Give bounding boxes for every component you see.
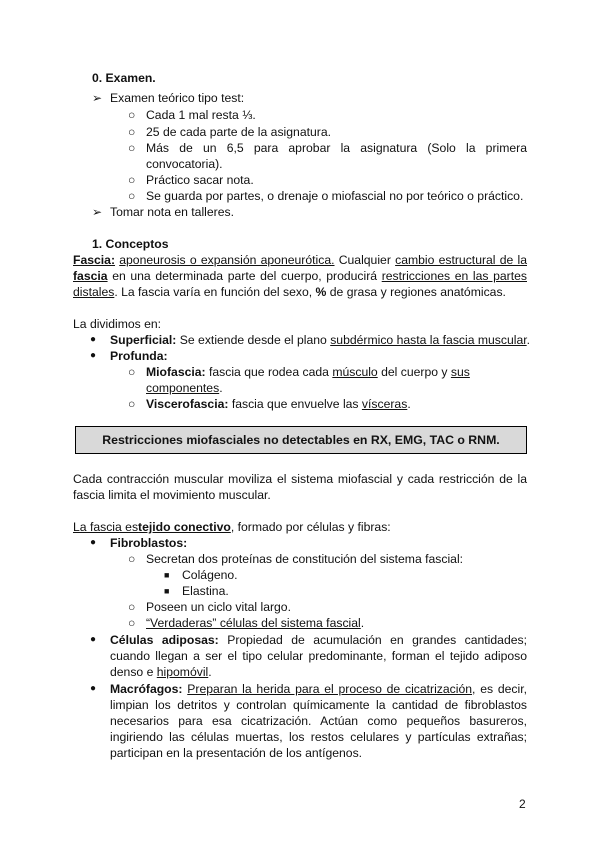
circle-bullet-icon: ○ bbox=[128, 141, 136, 155]
miofascia-item-continued: componentes. bbox=[146, 381, 223, 395]
disc-bullet-icon: ● bbox=[90, 634, 97, 645]
circle-bullet-icon: ○ bbox=[128, 616, 136, 630]
square-bullet-icon: ■ bbox=[164, 586, 170, 596]
viscerofascia-item: Viscerofascia: fascia que envuelve las vísceras. bbox=[146, 397, 411, 411]
exam-subitem: Se guarda por partes, o drenaje o miofascial no por teórico o práctico. bbox=[146, 189, 524, 203]
exam-subitem-continued: convocatoria). bbox=[146, 157, 223, 171]
contraction-paragraph-line: fascia limita el movimiento muscular. bbox=[73, 488, 271, 502]
circle-bullet-icon: ○ bbox=[128, 600, 136, 614]
disc-bullet-icon: ● bbox=[90, 334, 97, 345]
circle-bullet-icon: ○ bbox=[128, 552, 136, 566]
circle-bullet-icon: ○ bbox=[128, 365, 136, 379]
arrow-bullet-icon: ➢ bbox=[92, 205, 103, 219]
macrofagos-item-continued: limpian los detritos y controlan químicamente la cantidad de fibroblastos bbox=[110, 698, 527, 712]
adiposas-item-continued: denso e hipomóvil. bbox=[110, 665, 212, 679]
fibroblastos-subitem: Poseen un ciclo vital largo. bbox=[146, 600, 291, 614]
profunda-item: Profunda: bbox=[110, 349, 168, 363]
exam-item: Tomar nota en talleres. bbox=[110, 205, 234, 219]
page-number: 2 bbox=[519, 797, 526, 811]
adiposas-item: Células adiposas: Propiedad de acumulación en grandes cantidades; bbox=[110, 633, 527, 647]
fascia-definition-line: Fascia: aponeurosis o expansión aponeurótica. Cualquier cambio estructural de la bbox=[73, 253, 527, 267]
macrofagos-item: Macrófagos: Preparan la herida para el proceso de cicatrización, es decir, bbox=[110, 682, 527, 696]
exam-subitem: Práctico sacar nota. bbox=[146, 173, 254, 187]
restrictions-banner: Restricciones miofasciales no detectables en RX, EMG, TAC o RNM. bbox=[75, 426, 527, 454]
arrow-bullet-icon: ➢ bbox=[92, 91, 103, 105]
disc-bullet-icon: ● bbox=[90, 537, 97, 548]
macrofagos-item-continued: necesarios para esa cicatrización. Actúan como pequeños basureros, bbox=[110, 714, 527, 728]
fibroblastos-subitem: Secretan dos proteínas de constitución del sistema fascial: bbox=[146, 552, 464, 566]
disc-bullet-icon: ● bbox=[90, 350, 97, 361]
exam-subitem: Más de un 6,5 para aprobar la asignatura (Solo la primera bbox=[146, 141, 527, 155]
circle-bullet-icon: ○ bbox=[128, 125, 136, 139]
concepts-heading: 1. Conceptos bbox=[92, 237, 169, 251]
circle-bullet-icon: ○ bbox=[128, 173, 136, 187]
tissue-intro: La fascia estejido conectivo, formado por células y fibras: bbox=[73, 520, 391, 534]
miofascia-item: Miofascia: fascia que rodea cada músculo del cuerpo y sus bbox=[146, 365, 470, 379]
macrofagos-item-continued: participan en la presentación de los antígenos. bbox=[110, 746, 363, 760]
circle-bullet-icon: ○ bbox=[128, 108, 136, 122]
protein-item: Elastina. bbox=[182, 584, 229, 598]
protein-item: Colágeno. bbox=[182, 568, 238, 582]
divide-intro: La dividimos en: bbox=[73, 317, 162, 331]
adiposas-item-continued: cuando llegan a ser el tipo celular predominante, forman el tejido adiposo bbox=[110, 649, 527, 663]
macrofagos-item-continued: ingiriendo las células muertas, los restos celulares y partículas extrañas; bbox=[110, 730, 527, 744]
disc-bullet-icon: ● bbox=[90, 683, 97, 694]
exam-subitem: 25 de cada parte de la asignatura. bbox=[146, 125, 331, 139]
contraction-paragraph-line: Cada contracción muscular moviliza el sistema miofascial y cada restricción de la bbox=[73, 472, 527, 486]
circle-bullet-icon: ○ bbox=[128, 189, 136, 203]
superficial-item: Superficial: Se extiende desde el plano subdérmico hasta la fascia muscular. bbox=[110, 333, 531, 347]
fibroblastos-subitem: “Verdaderas” células del sistema fascial. bbox=[146, 616, 365, 630]
square-bullet-icon: ■ bbox=[164, 570, 170, 580]
circle-bullet-icon: ○ bbox=[128, 397, 136, 411]
fibroblastos-item: Fibroblastos: bbox=[110, 536, 188, 550]
exam-subitem: Cada 1 mal resta ⅓. bbox=[146, 108, 256, 122]
exam-item: Examen teórico tipo test: bbox=[110, 91, 245, 105]
fascia-definition-line: distales. La fascia varía en función del sexo, % de grasa y regiones anatómicas. bbox=[73, 285, 506, 299]
exam-heading: 0. Examen. bbox=[92, 71, 156, 85]
fascia-definition-line: fascia en una determinada parte del cuerpo, producirá restricciones en las partes bbox=[73, 269, 527, 283]
